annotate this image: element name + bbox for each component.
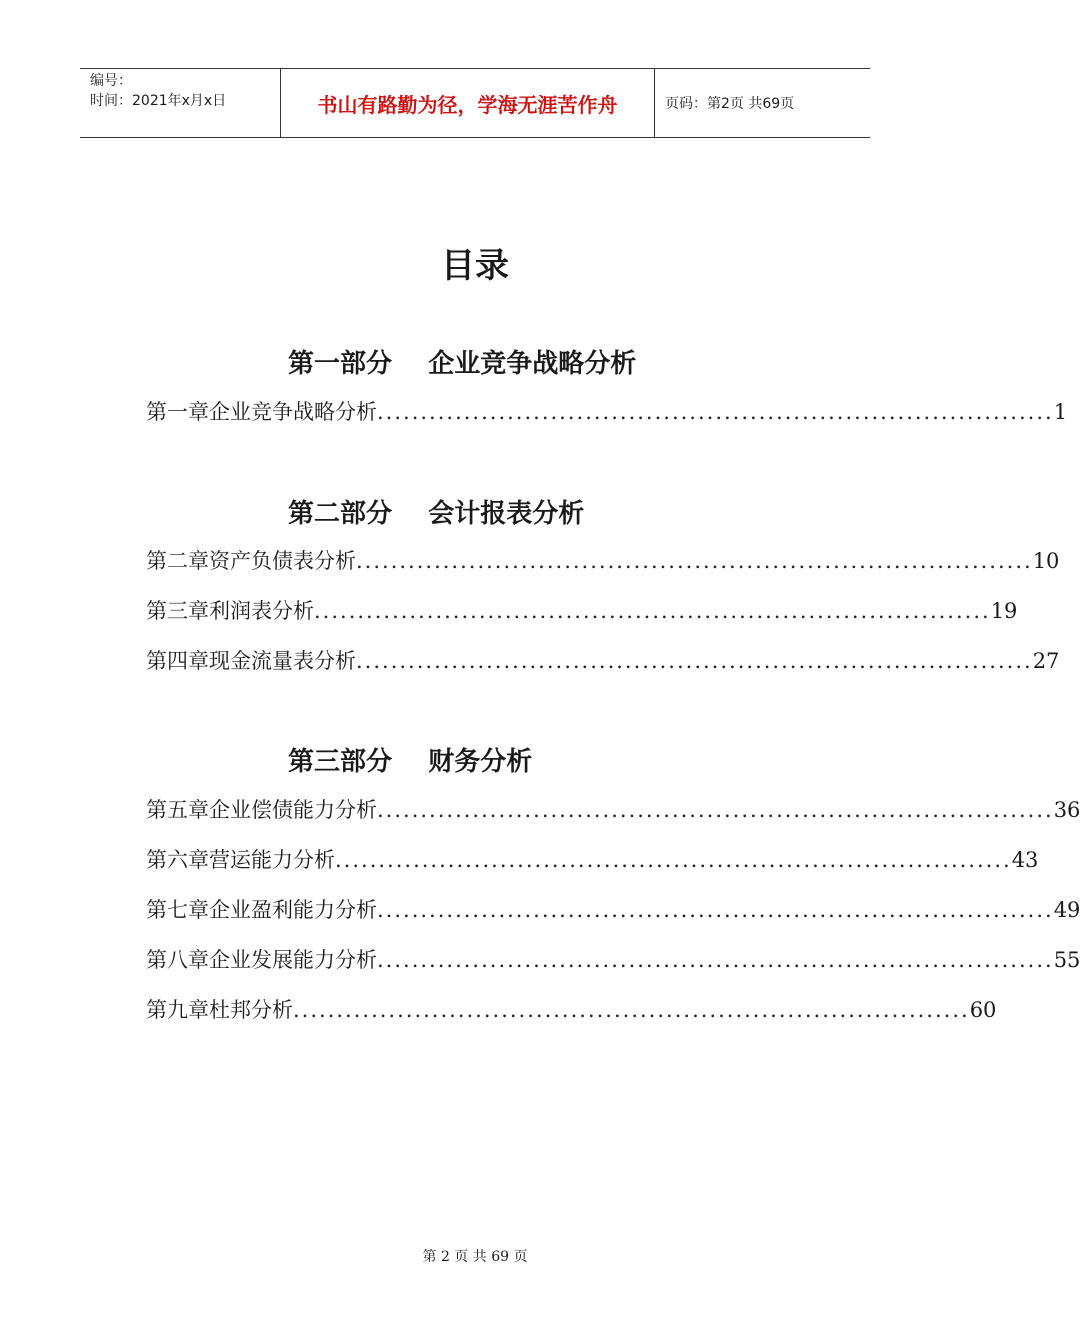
page-number: 1 bbox=[1053, 400, 1068, 424]
toc-entry[interactable] bbox=[146, 396, 1068, 426]
part-title-3: 第三部分 财务分析 bbox=[288, 747, 533, 777]
chapter-number: 第三章 bbox=[146, 599, 209, 623]
toc-entry[interactable] bbox=[146, 645, 1060, 675]
leader-dots: .............................................................................. bbox=[377, 898, 1054, 922]
chapter-number: 第二章 bbox=[146, 549, 209, 573]
header-page-info: 页码：第2页 共69页 bbox=[665, 96, 795, 112]
toc-entry[interactable] bbox=[146, 944, 1080, 974]
chapter-number: 第五章 bbox=[146, 798, 209, 822]
leader-dots: .............................................................................. bbox=[314, 599, 991, 623]
chapter-name: 企业发展能力分析 bbox=[209, 948, 377, 972]
chapter-number: 第八章 bbox=[146, 948, 209, 972]
number-label: 编号： bbox=[90, 73, 132, 89]
page-number: 19 bbox=[990, 599, 1018, 623]
toc-entry[interactable] bbox=[146, 994, 997, 1024]
leader-dots: .............................................................................. bbox=[377, 948, 1054, 972]
leader-dots: .............................................................................. bbox=[293, 998, 970, 1022]
time-label: 时间：2021年x月x日 bbox=[90, 93, 227, 109]
chapter-number: 第七章 bbox=[146, 898, 209, 922]
chapter-number: 第一章 bbox=[146, 400, 209, 424]
chapter-name: 企业偿债能力分析 bbox=[209, 798, 377, 822]
chapter-number: 第四章 bbox=[146, 649, 209, 673]
chapter-name: 资产负债表分析 bbox=[209, 549, 356, 573]
page-number: 36 bbox=[1053, 798, 1080, 822]
page-number: 43 bbox=[1011, 848, 1039, 872]
toc-entry[interactable] bbox=[146, 894, 1080, 924]
chapter-name: 企业竞争战略分析 bbox=[209, 400, 377, 424]
toc-entry[interactable] bbox=[146, 844, 1039, 874]
page-number: 10 bbox=[1032, 549, 1060, 573]
chapter-number: 第九章 bbox=[146, 998, 209, 1022]
header-motto: 书山有路勤为径，学海无涯苦作舟 bbox=[281, 69, 655, 137]
leader-dots: .............................................................................. bbox=[356, 649, 1033, 673]
page-header bbox=[80, 68, 870, 138]
part-title-1: 第一部分 企业竞争战略分析 bbox=[288, 349, 637, 379]
leader-dots: .............................................................................. bbox=[377, 798, 1054, 822]
toc-title: 目录 bbox=[441, 246, 509, 286]
chapter-name: 杜邦分析 bbox=[209, 998, 293, 1022]
toc-entry[interactable] bbox=[146, 794, 1080, 824]
chapter-name: 企业盈利能力分析 bbox=[209, 898, 377, 922]
page-number: 27 bbox=[1032, 649, 1060, 673]
page-number: 60 bbox=[969, 998, 997, 1022]
leader-dots: .............................................................................. bbox=[377, 400, 1054, 424]
part-title-2: 第二部分 会计报表分析 bbox=[288, 499, 585, 529]
chapter-number: 第六章 bbox=[146, 848, 209, 872]
page-number: 55 bbox=[1053, 948, 1080, 972]
header-meta bbox=[80, 69, 281, 137]
toc-entry[interactable] bbox=[146, 545, 1060, 575]
leader-dots: .............................................................................. bbox=[356, 549, 1033, 573]
leader-dots: .............................................................................. bbox=[335, 848, 1012, 872]
page-number: 49 bbox=[1053, 898, 1080, 922]
chapter-name: 现金流量表分析 bbox=[209, 649, 356, 673]
toc-entry[interactable] bbox=[146, 595, 1018, 625]
chapter-name: 利润表分析 bbox=[209, 599, 314, 623]
page-footer: 第 2 页 共 69 页 bbox=[422, 1249, 528, 1265]
chapter-name: 营运能力分析 bbox=[209, 848, 335, 872]
